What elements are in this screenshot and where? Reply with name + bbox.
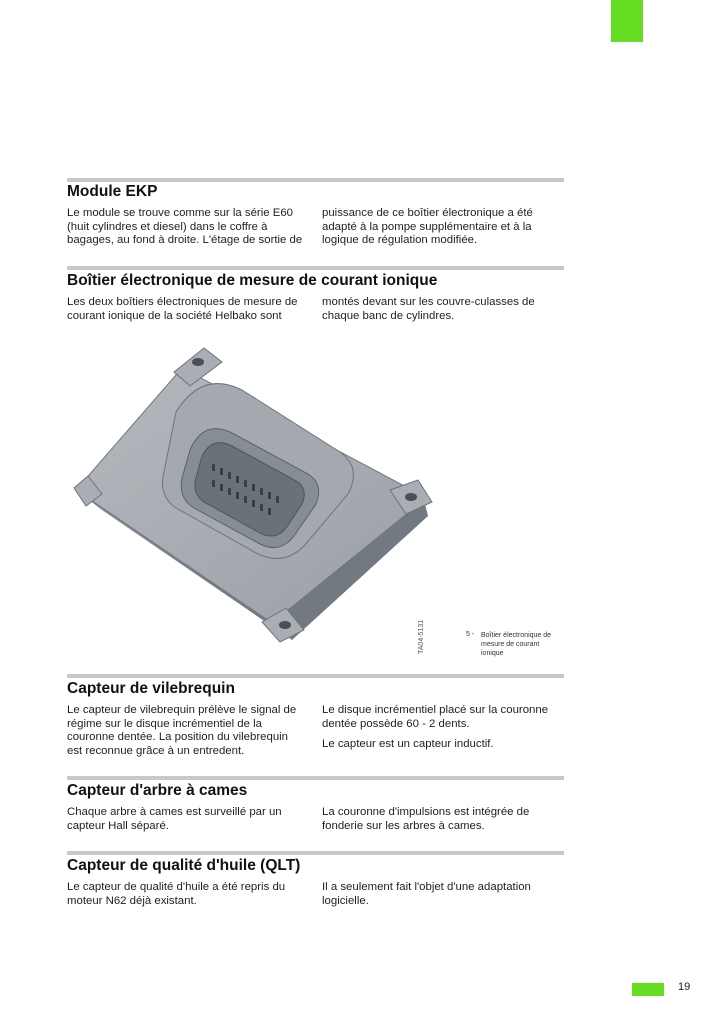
section-divider — [67, 674, 564, 678]
crank-text-left: Le capteur de vilebrequin prélève le signal de régime sur le disque incrémentiel de la couronne dentée. La position du vilebrequin est reconnue grâce à un entredent. — [67, 704, 297, 757]
cam-text-left: Chaque arbre à cames est surveillé par un capteur Hall séparé. — [67, 806, 282, 832]
ionic-text-right: montés devant sur les couvre-culasses de chaque banc de cylindres. — [322, 296, 535, 322]
page-number: 19 — [678, 981, 691, 993]
section-divider — [67, 851, 564, 855]
section-divider — [67, 266, 564, 270]
section-title-crank: Capteur de vilebrequin — [67, 680, 235, 697]
section-title-cam: Capteur d'arbre à cames — [67, 782, 248, 799]
ionic-current-module-illustration — [72, 340, 434, 650]
qlt-text-right: Il a seulement fait l'objet d'une adaptation logicielle. — [322, 881, 531, 907]
crank-text-right: Le disque incrémentiel placé sur la couronne dentée possède 60 - 2 dents. Le capteur est un capteur inductif. — [322, 704, 549, 750]
figure-code: TA04-5131 — [418, 619, 425, 654]
section-divider — [67, 776, 564, 780]
section-divider — [67, 178, 564, 182]
ionic-text-left: Les deux boîtiers électroniques de mesure de courant ionique de la société Helbako sont — [67, 296, 298, 322]
figure-caption-number: 5 - — [466, 631, 475, 638]
ekp-text-left: Le module se trouve comme sur la série E60 (huit cylindres et diesel) dans le coffre à bagages, au fond à droite. L'étage de sortie de — [67, 207, 303, 246]
chapter-marker-top — [611, 0, 643, 42]
section-title-ekp: Module EKP — [67, 183, 158, 200]
figure-caption: Boîtier électronique de mesure de courant ionique — [481, 632, 552, 657]
section-title-ionic: Boîtier électronique de mesure de courant ionique — [67, 272, 438, 289]
qlt-text-left: Le capteur de qualité d'huile a été repris du moteur N62 déjà existant. — [67, 881, 286, 907]
cam-text-right: La couronne d'impulsions est intégrée de fonderie sur les arbres à cames. — [322, 806, 530, 832]
ekp-text-right: puissance de ce boîtier électronique a été adapté à la pompe supplémentaire et à la logique de régulation modifiée. — [322, 207, 533, 246]
chapter-marker-bottom — [632, 983, 664, 996]
section-title-qlt: Capteur de qualité d'huile (QLT) — [67, 857, 301, 874]
